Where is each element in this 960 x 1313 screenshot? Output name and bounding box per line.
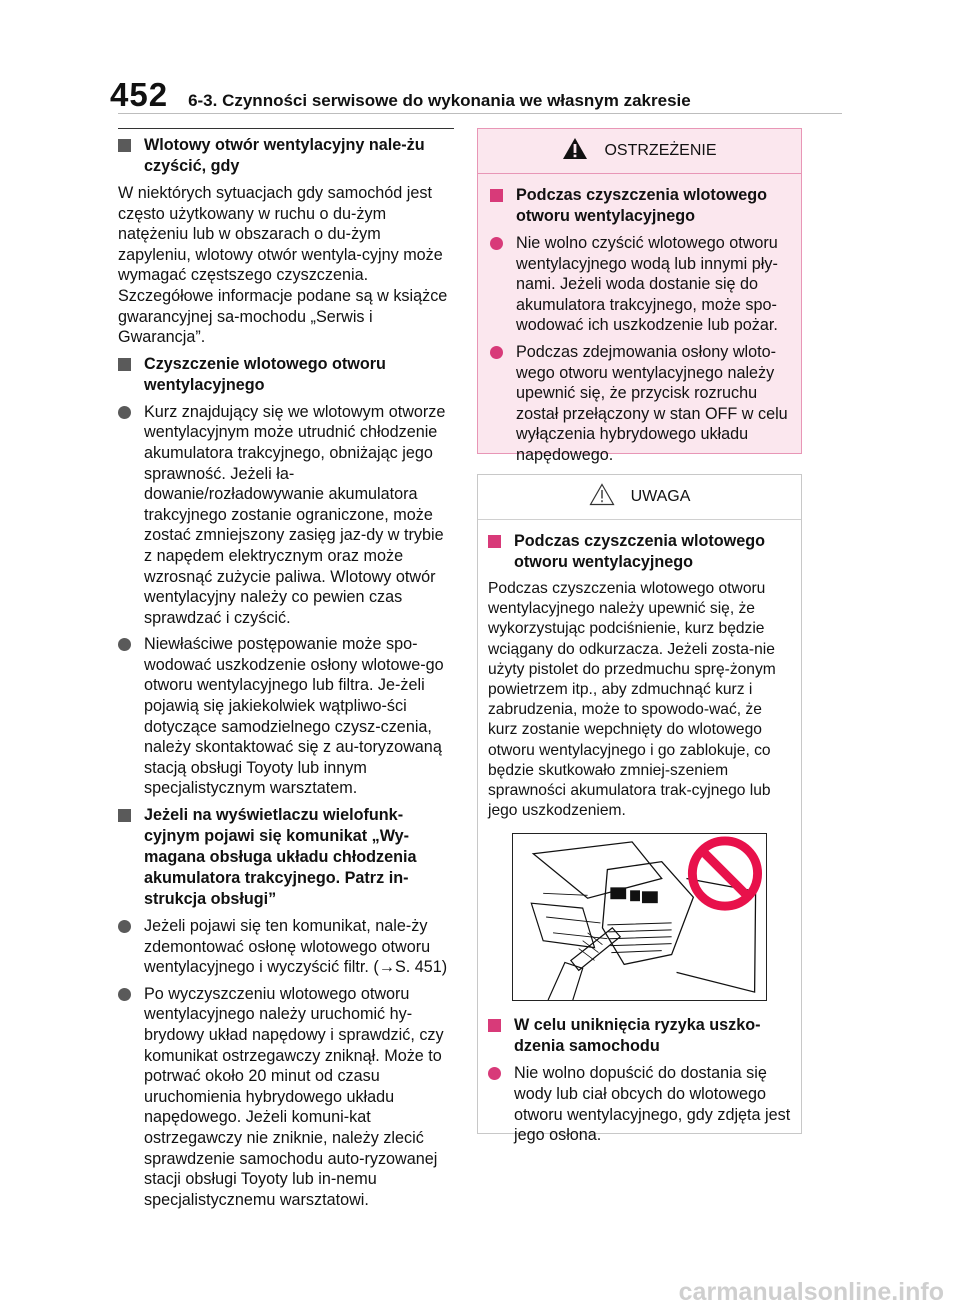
notice-title: UWAGA [630, 488, 691, 505]
warning-heading: Podczas czyszczenia wlotowego otworu wentylacyjnego [490, 185, 791, 227]
warning-bullet-power-off: Podczas zdejmowania osłony wloto-wego otworu wentylacyjnego należy upewnić się, że przycisk rozruchu został przełączony w stan OFF w celu wyłączenia hybrydowego układu napędowego. [490, 342, 791, 466]
paragraph-vent-cleaning-when: W niektórych sytuacjach gdy samochód jest często użytkowany w ruchu o du-żym natężeniu lub w obszarach o du-żym zapyleniu, wlotowy otwór wentyla-cyjny może wymagać częstszego czyszczenia. Szczegółowe informacje podane są w książce gwarancyjnej sa-mochodu „Serwis i Gwarancja”. [118, 184, 448, 347]
column-rule [118, 128, 454, 129]
notice-box [477, 474, 802, 1145]
heading-vent-cleaning: Czyszczenie wlotowego otworu wentylacyjnego [118, 354, 454, 396]
page-header [110, 76, 691, 114]
warning-title: OSTRZEŻENIE [604, 142, 717, 159]
watermark: carmanualsonline.info [678, 1278, 944, 1306]
bullet-after-cleaning: Po wyczyszczeniu wlotowego otworu wentylacyjnego należy uruchomić hy-brydowy układ napędowy i sprawdzić, czy komunikat ostrzegawczy zniknął. Może to potrwać około 20 minut od czasu uruchomienia hybrydowego układu napędowego. Jeżeli komuni-kat ostrzegawczy nie zniknie, należy zlecić sprawdzenie samochodu auto-ryzowanej stacji obsługi Toyoty lub in-nemu specjalistycznemu warsztatowi. [118, 984, 454, 1211]
warning-bullet-no-water: Nie wolno czyścić wlotowego otworu wentylacyjnego wodą lub innymi pły-nami. Jeżeli woda dostanie się do akumulatora trakcyjnego, może spo-wodować ich uszkodzenie lub pożar. [490, 233, 791, 336]
notice-heading-cleaning: Podczas czyszczenia wlotowego otworu wentylacyjnego [488, 531, 791, 573]
header-rule [118, 113, 842, 114]
notice-paragraph-vacuum: Podczas czyszczenia wlotowego otworu wentylacyjnego należy upewnić się, że wykorzystując podciśnienie, kurz będzie wciągany do odkurzacza. Jeżeli zosta-nie użyty pistolet do przedmuchu sprę-żonym powietrzem itp., aby zdmuchnąć kurz i zabrudzenia, może to spowodo-wać, że kurz zostanie wepchnięty do wlotowego otworu wentylacyjnego i go zablokuje, co będzie skutkowało zmniej-szeniem sprawności akumulatora trak-cyjnego lub jego uszkodzeniem. [488, 580, 776, 820]
warning-header [478, 129, 801, 174]
caution-outline-icon [589, 483, 615, 511]
left-column [118, 128, 454, 1216]
notice-heading-damage: W celu uniknięcia ryzyka uszko-dzenia samochodu [488, 1015, 791, 1057]
vent-cleaning-illustration [512, 833, 767, 1001]
warning-box [477, 128, 802, 464]
bullet-improper-handling: Niewłaściwe postępowanie może spo-wodować uszkodzenie osłony wlotowe-go otworu wentylacyjnego lub filtra. Je-żeli pojawią się jakiekolwiek wątpliwo-ści dotyczące samodzielnego czysz-czenia, należy skontaktować się z au-toryzowaną stacją obsługi Toyoty lub innym specjalistycznym warsztatem. [118, 634, 454, 799]
bullet-dust-cooling: Kurz znajdujący się we wlotowym otworze wentylacyjnym może utrudnić chłodzenie akumulatora trakcyjnego, obniżając jego sprawność. Jeżeli ła-dowanie/rozładowywanie akumulatora trakcyjnego zostanie ograniczone, może zostać zmniejszony zasięg jaz-dy w trybie z napędem elektrycznym oraz może wzrosnąć zużycie paliwa. Wlotowy otwór wentylacyjny należy co pewien czas sprawdzać i czyścić. [118, 402, 454, 629]
heading-display-message: Jeżeli na wyświetlaczu wielofunk-cyjnym pojawi się komunikat „Wy-magana obsługa układu chłodzenia akumulatora trakcyjnego. Patrz in-strukcja obsługi” [118, 805, 454, 910]
notice-header [478, 475, 801, 520]
bullet-remove-cover: Jeżeli pojawi się ten komunikat, nale-ży zdemontować osłonę wlotowego otworu wentylacyjnego i wyczyścić filtr. (→S. 451) [118, 916, 454, 978]
warning-triangle-icon [562, 137, 588, 165]
notice-bullet-no-water: Nie wolno dopuścić do dostania się wody lub ciał obcych do wlotowego otworu wentylacyjnego, gdy zdjęta jest jego osłona. [488, 1063, 791, 1145]
page-number: 452 [110, 76, 169, 113]
section-title: 6-3. Czynności serwisowe do wykonania we własnym zakresie [188, 91, 691, 110]
heading-vent-cleaning-when: Wlotowy otwór wentylacyjny nale-żu czyścić, gdy [118, 135, 454, 177]
